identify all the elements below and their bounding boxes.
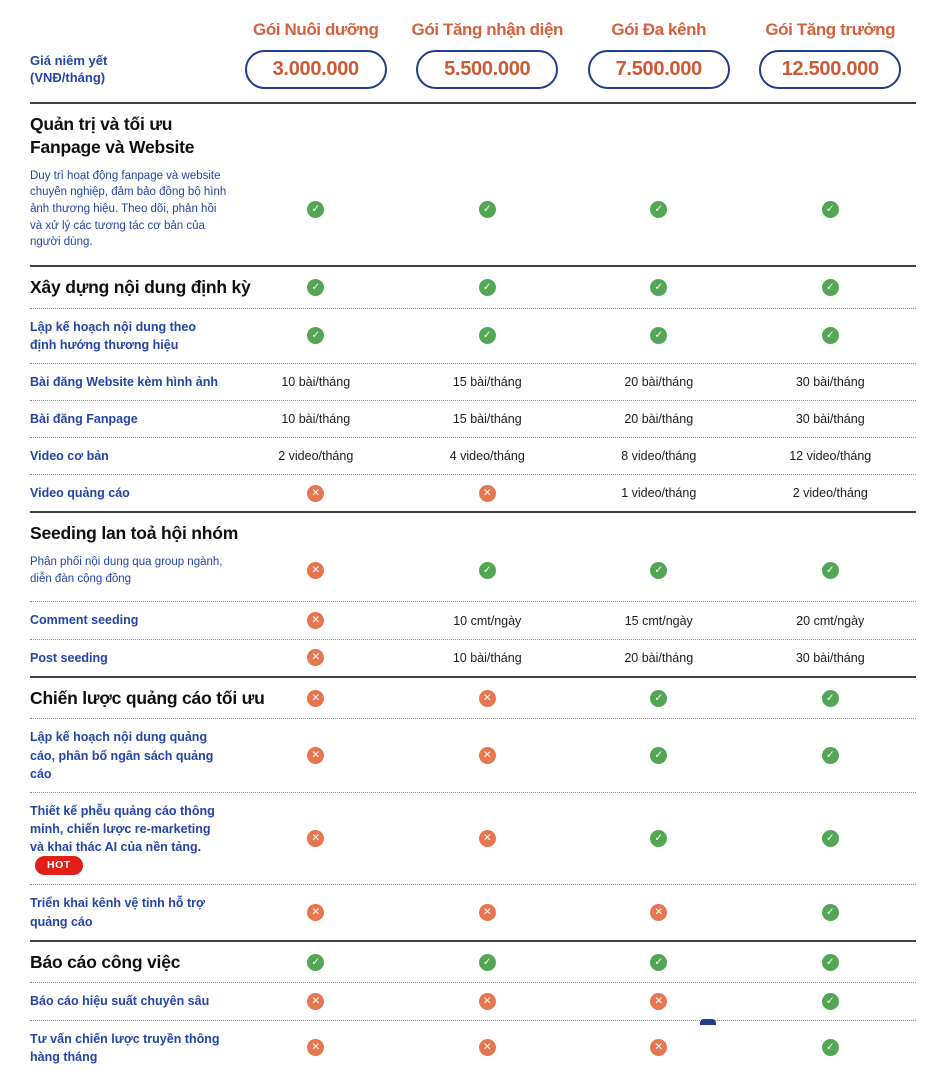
row-label-cell — [30, 276, 251, 299]
feature-cell — [573, 449, 745, 463]
row-label-cell — [30, 522, 239, 545]
feature-value: 15 bài/tháng — [452, 374, 522, 389]
feature-label: Bài đăng Fanpage — [30, 411, 138, 426]
package-name-3: Gói Đa kênh — [611, 20, 707, 39]
check-icon: ✓ — [307, 201, 324, 218]
cross-icon: ✕ — [307, 485, 324, 502]
feature-cell — [402, 614, 574, 628]
check-icon: ✓ — [307, 954, 324, 971]
hot-badge: HOT — [35, 856, 83, 875]
feature-value: 2 video/tháng — [278, 449, 354, 464]
feature-cell — [230, 993, 402, 1010]
feature-value: 12 video/tháng — [789, 449, 872, 464]
feature-label: Post seeding — [30, 650, 108, 665]
feature-cell — [402, 279, 574, 296]
feature-cell — [402, 449, 574, 463]
section-title — [30, 113, 194, 159]
feature-cell — [230, 747, 402, 764]
cross-icon: ✕ — [650, 993, 667, 1010]
feature-value: 15 bài/tháng — [452, 412, 522, 427]
feature-value: 20 bài/tháng — [624, 412, 694, 427]
check-icon: ✓ — [822, 327, 839, 344]
table-row — [30, 792, 916, 885]
table-section — [30, 940, 916, 1075]
feature-label: Lập kế hoạch nội dung theo định hướng thương hiệu — [30, 319, 196, 352]
table-sections — [30, 102, 916, 1075]
feature-cell — [230, 201, 402, 218]
section-heading-row — [30, 104, 916, 168]
feature-cell — [230, 485, 402, 502]
feature-cell — [745, 486, 917, 500]
feature-cell — [402, 747, 574, 764]
feature-label: Tư vấn chiến lược truyền thông hàng tháng — [30, 1031, 220, 1064]
feature-value: 2 video/tháng — [792, 486, 868, 501]
cross-icon: ✕ — [479, 904, 496, 921]
feature-cell — [573, 562, 745, 579]
feature-value: 20 bài/tháng — [624, 374, 694, 389]
row-label-cell — [30, 951, 230, 974]
section-title — [30, 276, 251, 299]
section-title-line: Quản trị và tối ưu — [30, 114, 173, 134]
cross-icon: ✕ — [307, 747, 324, 764]
feature-cell — [745, 651, 917, 665]
feature-cell — [402, 830, 574, 847]
section-title-line: Fanpage và Website — [30, 136, 195, 157]
check-icon: ✓ — [822, 690, 839, 707]
row-label-cell — [30, 802, 230, 876]
cross-icon: ✕ — [307, 649, 324, 666]
price-pill-4: 12.500.000 — [759, 50, 901, 89]
feature-cell — [230, 690, 402, 707]
price-cell-4 — [745, 50, 917, 89]
feature-cell — [573, 375, 745, 389]
feature-cell — [402, 690, 574, 707]
cross-icon: ✕ — [307, 830, 324, 847]
row-label-cell — [30, 373, 230, 391]
table-row — [30, 308, 916, 363]
feature-cell — [745, 327, 917, 344]
feature-value: 10 bài/tháng — [281, 374, 351, 389]
feature-label: Thiết kế phễu quảng cáo thông minh, chiến lược re-marketing và khai thác AI của nền tảng. HOT — [30, 802, 222, 876]
table-row — [30, 884, 916, 939]
check-icon: ✓ — [650, 954, 667, 971]
feature-cell — [573, 830, 745, 847]
feature-cell — [573, 327, 745, 344]
check-icon: ✓ — [822, 747, 839, 764]
cross-icon: ✕ — [479, 747, 496, 764]
feature-value: 15 cmt/ngày — [624, 613, 693, 628]
feature-cell — [745, 690, 917, 707]
feature-cell — [230, 375, 402, 389]
feature-cell — [230, 904, 402, 921]
row-label-cell — [30, 447, 230, 465]
feature-cell — [402, 412, 574, 426]
feature-value: 10 cmt/ngày — [453, 613, 522, 628]
price-cell-1 — [230, 50, 402, 89]
cross-icon: ✕ — [479, 485, 496, 502]
row-label-cell — [30, 687, 265, 710]
check-icon: ✓ — [822, 904, 839, 921]
cross-icon: ✕ — [479, 690, 496, 707]
feature-cell — [573, 486, 745, 500]
feature-cell — [745, 904, 917, 921]
row-label-cell — [30, 168, 230, 251]
feature-cell — [745, 1039, 917, 1056]
section-heading-row — [30, 942, 916, 983]
cross-icon: ✕ — [479, 830, 496, 847]
feature-cell — [230, 649, 402, 666]
feature-cell — [402, 954, 574, 971]
feature-cell — [745, 375, 917, 389]
feature-cell — [230, 1039, 402, 1056]
feature-cell — [573, 690, 745, 707]
cutoff-element — [700, 1019, 716, 1025]
table-section — [30, 676, 916, 940]
cross-icon: ✕ — [479, 1039, 496, 1056]
feature-cell — [573, 1039, 745, 1056]
section-title — [30, 951, 180, 974]
cross-icon: ✕ — [650, 1039, 667, 1056]
feature-cell — [745, 449, 917, 463]
table-row — [30, 400, 916, 437]
cross-icon: ✕ — [307, 612, 324, 629]
check-icon: ✓ — [479, 562, 496, 579]
check-icon: ✓ — [822, 201, 839, 218]
row-label-cell — [30, 318, 230, 354]
table-row — [30, 363, 916, 400]
section-title-line: Chiến lược quảng cáo tối ưu — [30, 687, 265, 708]
feature-cell — [745, 562, 917, 579]
feature-value: 10 bài/tháng — [452, 650, 522, 665]
cross-icon: ✕ — [479, 993, 496, 1010]
check-icon: ✓ — [650, 201, 667, 218]
table-row — [30, 639, 916, 676]
feature-cell — [230, 449, 402, 463]
feature-cell — [230, 612, 402, 629]
check-icon: ✓ — [822, 830, 839, 847]
row-label-cell — [30, 992, 230, 1010]
feature-cell — [230, 830, 402, 847]
cross-icon: ✕ — [650, 904, 667, 921]
section-title-line: Xây dựng nội dung định kỳ — [30, 276, 251, 297]
feature-cell — [230, 412, 402, 426]
table-row — [30, 601, 916, 638]
feature-cell — [745, 614, 917, 628]
check-icon: ✓ — [307, 279, 324, 296]
table-row — [30, 1020, 916, 1075]
table-row — [30, 474, 916, 511]
feature-cell — [745, 201, 917, 218]
feature-cell — [573, 993, 745, 1010]
feature-cell — [573, 412, 745, 426]
section-title-line: Seeding lan toả hội nhóm — [30, 523, 239, 544]
feature-label: Bài đăng Website kèm hình ảnh — [30, 374, 218, 389]
check-icon: ✓ — [650, 690, 667, 707]
check-icon: ✓ — [307, 327, 324, 344]
check-icon: ✓ — [479, 327, 496, 344]
check-icon: ✓ — [479, 954, 496, 971]
cross-icon: ✕ — [307, 1039, 324, 1056]
feature-cell — [230, 562, 402, 579]
section-title — [30, 522, 238, 545]
feature-cell — [402, 375, 574, 389]
table-row — [30, 437, 916, 474]
section-heading-row — [30, 267, 916, 308]
feature-cell — [573, 747, 745, 764]
row-label-cell — [30, 649, 230, 667]
feature-cell — [402, 327, 574, 344]
table-row — [30, 982, 916, 1019]
check-icon: ✓ — [822, 993, 839, 1010]
feature-cell — [745, 830, 917, 847]
feature-value: 4 video/tháng — [449, 449, 525, 464]
feature-label: Triển khai kênh vệ tinh hỗ trợ quảng cáo — [30, 896, 205, 929]
check-icon: ✓ — [650, 562, 667, 579]
check-icon: ✓ — [479, 279, 496, 296]
feature-value: 20 cmt/ngày — [796, 613, 865, 628]
feature-label: Comment seeding — [30, 613, 139, 628]
feature-value: 30 bài/tháng — [795, 412, 865, 427]
section-description-row — [30, 168, 916, 265]
cross-icon: ✕ — [307, 904, 324, 921]
feature-value: 20 bài/tháng — [624, 650, 694, 665]
package-name-1: Gói Nuôi dưỡng — [253, 20, 379, 39]
table-section — [30, 102, 916, 265]
check-icon: ✓ — [822, 1039, 839, 1056]
feature-value: 10 bài/tháng — [281, 412, 351, 427]
feature-cell — [573, 954, 745, 971]
table-section — [30, 265, 916, 512]
check-icon: ✓ — [822, 279, 839, 296]
package-header-row — [30, 0, 916, 40]
feature-label: Video quảng cáo — [30, 486, 130, 501]
price-cell-2 — [402, 50, 574, 89]
section-heading-row — [30, 513, 916, 554]
package-name-4: Gói Tăng trưởng — [765, 20, 896, 39]
feature-cell — [402, 1039, 574, 1056]
row-label-cell — [30, 611, 230, 629]
feature-cell — [573, 651, 745, 665]
check-icon: ✓ — [479, 201, 496, 218]
check-icon: ✓ — [650, 747, 667, 764]
feature-value: 1 video/tháng — [621, 486, 697, 501]
feature-cell — [402, 562, 574, 579]
price-row — [30, 40, 916, 102]
feature-cell — [745, 993, 917, 1010]
table-section — [30, 511, 916, 675]
price-row-label — [30, 53, 230, 86]
feature-value: 8 video/tháng — [621, 449, 697, 464]
feature-cell — [230, 954, 402, 971]
feature-cell — [402, 485, 574, 502]
price-pill-2: 5.500.000 — [416, 50, 558, 89]
feature-cell — [230, 279, 402, 296]
cross-icon: ✕ — [307, 562, 324, 579]
row-label-cell — [30, 484, 230, 502]
check-icon: ✓ — [650, 327, 667, 344]
section-heading-row — [30, 678, 916, 719]
feature-cell — [745, 747, 917, 764]
feature-cell — [573, 614, 745, 628]
price-pill-3: 7.500.000 — [588, 50, 730, 89]
feature-cell — [230, 327, 402, 344]
row-label-cell — [30, 554, 230, 587]
feature-value: 30 bài/tháng — [795, 650, 865, 665]
check-icon: ✓ — [822, 954, 839, 971]
feature-value: 30 bài/tháng — [795, 374, 865, 389]
feature-cell — [402, 904, 574, 921]
cross-icon: ✕ — [307, 993, 324, 1010]
table-row — [30, 718, 916, 791]
row-label-cell — [30, 1030, 230, 1066]
row-label-cell — [30, 113, 230, 159]
feature-cell — [573, 279, 745, 296]
price-label-line1: Giá niêm yết — [30, 53, 108, 69]
package-name-2: Gói Tăng nhận diện — [411, 20, 563, 39]
check-icon: ✓ — [650, 830, 667, 847]
row-label-cell — [30, 728, 230, 782]
feature-label: Video cơ bản — [30, 449, 109, 464]
feature-cell — [745, 954, 917, 971]
section-title-line: Báo cáo công việc — [30, 951, 181, 972]
feature-label: Lập kế hoạch nội dung quảng cáo, phân bổ ngân sách quảng cáo — [30, 730, 214, 781]
price-label-line2: (VNĐ/tháng) — [30, 69, 106, 85]
section-description: Phân phối nội dung qua group ngành, diễn đàn cộng đồng — [30, 556, 223, 585]
feature-label: Báo cáo hiệu suất chuyên sâu — [30, 994, 210, 1009]
feature-cell — [402, 993, 574, 1010]
cross-icon: ✕ — [307, 690, 324, 707]
row-label-cell — [30, 410, 230, 428]
feature-cell — [745, 279, 917, 296]
row-label-cell — [30, 894, 230, 930]
price-pill-1: 3.000.000 — [245, 50, 387, 89]
feature-cell — [573, 201, 745, 218]
feature-cell — [573, 904, 745, 921]
price-cell-3 — [573, 50, 745, 89]
section-description: Duy trì hoạt động fanpage và website chuyên nghiệp, đảm bảo đồng bộ hình ảnh thương hiệu. Theo dõi, phản hồi và xử lý các tương tác cơ bản của người dùng. — [30, 169, 227, 249]
feature-cell — [402, 201, 574, 218]
section-description-row — [30, 554, 916, 601]
feature-cell — [745, 412, 917, 426]
check-icon: ✓ — [822, 562, 839, 579]
check-icon: ✓ — [650, 279, 667, 296]
feature-cell — [402, 651, 574, 665]
